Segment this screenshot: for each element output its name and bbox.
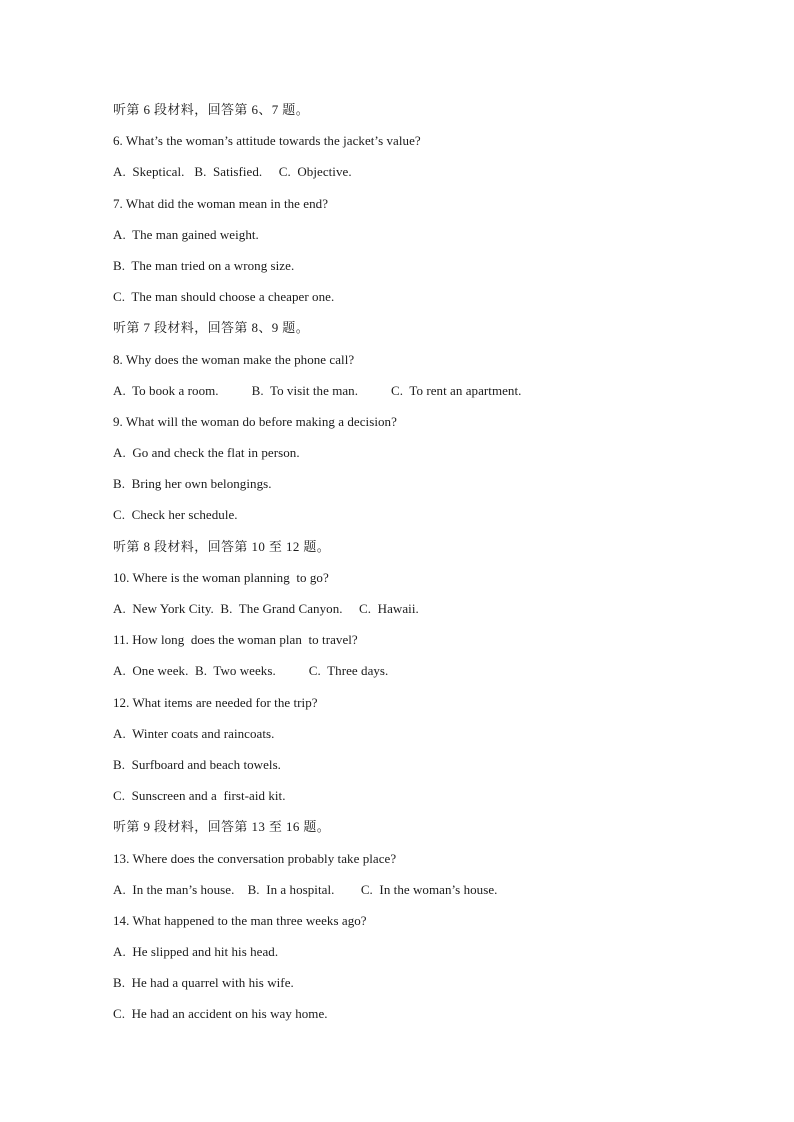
question-13: 13. Where does the conversation probably take place? xyxy=(113,850,397,866)
question-8: 8. Why does the woman make the phone call? xyxy=(113,351,355,367)
question-14-option-b: B. He had a quarrel with his wife. xyxy=(113,975,294,991)
section-heading: 听第 7 段材料，回答第 8、9 题。 xyxy=(113,320,310,336)
question-9: 9. What will the woman do before making a decision? xyxy=(113,413,397,429)
section-heading: 听第 6 段材料，回答第 6、7 题。 xyxy=(113,102,310,117)
question-7-option-a: A. The man gained weight. xyxy=(113,226,259,242)
question-14-option-a: A. He slipped and hit his head. xyxy=(113,944,279,960)
question-11: 11. How long does the woman plan to travel? xyxy=(113,632,358,648)
question-8-options: A. To book a room. B. To visit the man. C. To rent an apartment. xyxy=(113,382,522,398)
listening-questions xyxy=(113,99,713,1035)
question-12-option-c: C. Sunscreen and a first-aid kit. xyxy=(113,788,286,804)
question-7: 7. What did the woman mean in the end? xyxy=(113,195,329,211)
section-heading: 听第 8 段材料，回答第 10 至 12 题。 xyxy=(113,538,331,554)
question-12: 12. What items are needed for the trip? xyxy=(113,694,318,710)
question-6-options: A. Skeptical. B. Satisfied. C. Objective. xyxy=(113,164,352,180)
question-9-option-c: C. Check her schedule. xyxy=(113,507,238,523)
question-12-option-b: B. Surfboard and beach towels. xyxy=(113,756,281,772)
question-14: 14. What happened to the man three weeks ago? xyxy=(113,912,367,928)
question-7-option-b: B. The man tried on a wrong size. xyxy=(113,257,295,273)
section-heading: 听第 9 段材料，回答第 13 至 16 题。 xyxy=(113,819,331,835)
question-10: 10. Where is the woman planning to go? xyxy=(113,569,329,585)
question-13-options: A. In the man’s house. B. In a hospital. C. In the woman’s house. xyxy=(113,881,498,897)
question-10-options: A. New York City. B. The Grand Canyon. C. Hawaii. xyxy=(113,601,419,616)
question-11-options: A. One week. B. Two weeks. C. Three days. xyxy=(113,663,389,679)
question-7-option-c: C. The man should choose a cheaper one. xyxy=(113,289,335,305)
question-6: 6. What’s the woman’s attitude towards the jacket’s value? xyxy=(113,133,421,149)
question-9-option-b: B. Bring her own belongings. xyxy=(113,476,272,492)
question-12-option-a: A. Winter coats and raincoats. xyxy=(113,725,275,741)
question-14-option-c: C. He had an accident on his way home. xyxy=(113,1006,328,1022)
question-9-option-a: A. Go and check the flat in person. xyxy=(113,445,300,461)
